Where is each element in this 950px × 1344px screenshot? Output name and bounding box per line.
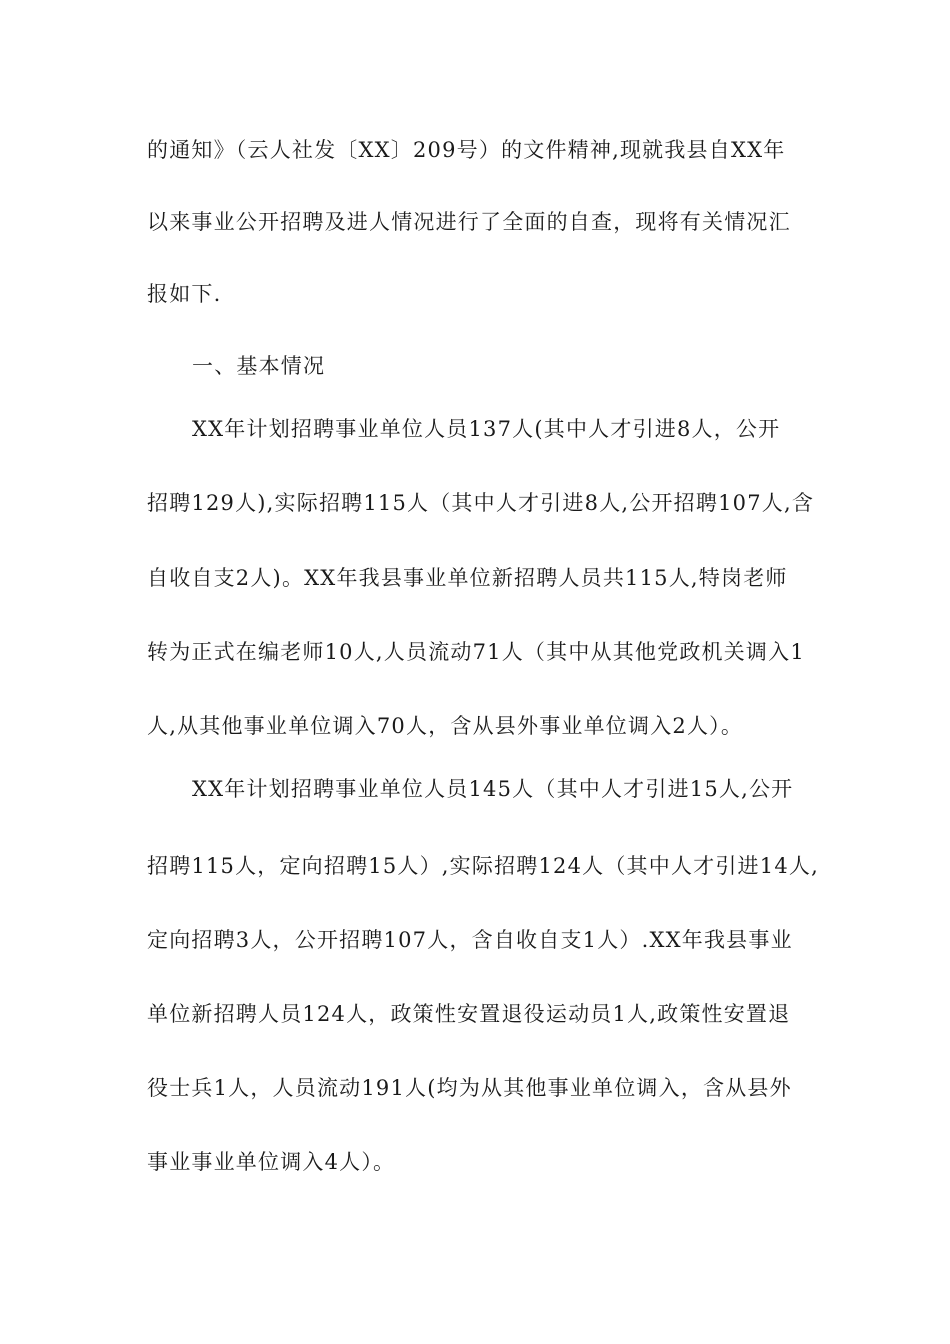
text-line-13: 单位新招聘人员124人，政策性安置退役运动员1人,政策性安置退 bbox=[147, 1002, 791, 1026]
text-line-12: 定向招聘3人，公开招聘107人，含自收自支1人）.XX年我县事业 bbox=[147, 928, 793, 952]
text-line-15: 事业事业单位调入4人）。 bbox=[147, 1150, 396, 1174]
text-line-8: 转为正式在编老师10人,人员流动71人（其中从其他党政机关调入1 bbox=[147, 640, 805, 664]
text-line-3: 报如下. bbox=[147, 282, 222, 306]
text-line-2: 以来事业公开招聘及进人情况进行了全面的自查，现将有关情况汇 bbox=[147, 210, 791, 234]
section-heading: 一、基本情况 bbox=[192, 354, 326, 378]
text-line-11: 招聘115人，定向招聘15人）,实际招聘124人（其中人才引进14人, bbox=[147, 854, 819, 878]
text-line-5: XX年计划招聘事业单位人员137人(其中人才引进8人，公开 bbox=[192, 417, 781, 441]
text-line-7: 自收自支2人)。XX年我县事业单位新招聘人员共115人,特岗老师 bbox=[147, 566, 788, 590]
text-line-14: 役士兵1人，人员流动191人(均为从其他事业单位调入，含从县外 bbox=[147, 1076, 792, 1100]
text-line-6: 招聘129人),实际招聘115人（其中人才引进8人,公开招聘107人,含 bbox=[147, 491, 815, 515]
text-line-9: 人,从其他事业单位调入70人，含从县外事业单位调入2人）。 bbox=[147, 714, 744, 738]
text-line-10: XX年计划招聘事业单位人员145人（其中人才引进15人,公开 bbox=[192, 777, 794, 801]
text-line-1: 的通知》（云人社发〔XX〕209号）的文件精神,现就我县自XX年 bbox=[147, 138, 786, 162]
